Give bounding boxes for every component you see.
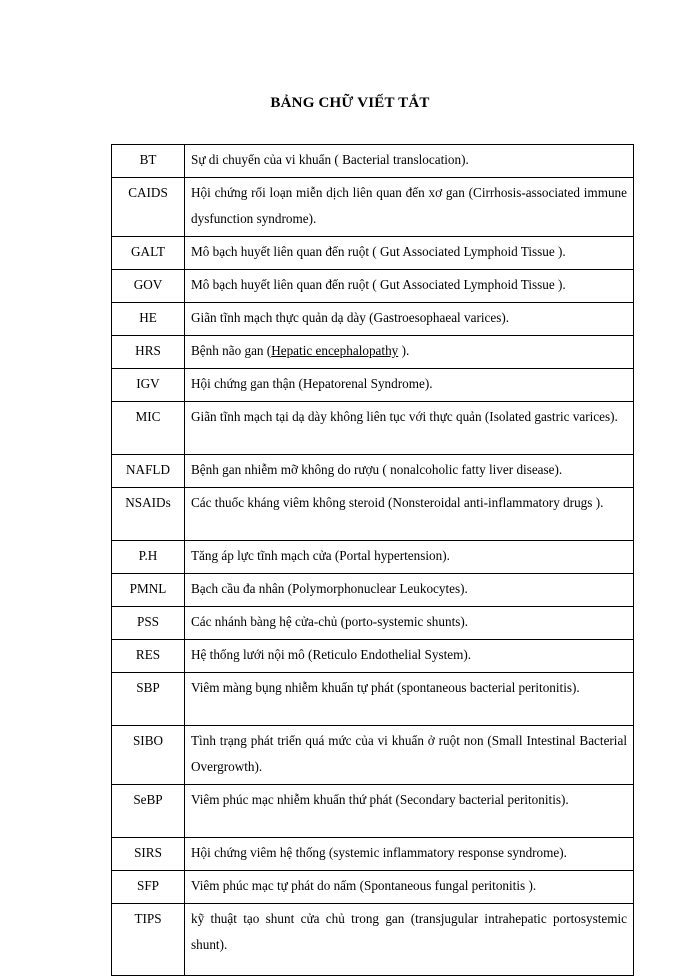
definition-cell: Bạch cầu đa nhân (Polymorphonuclear Leukocytes). [185, 574, 634, 607]
table-row [112, 455, 634, 488]
table-row [112, 871, 634, 904]
definition-text: ). [398, 343, 410, 358]
definition-cell: Các thuốc kháng viêm không steroid (Nonsteroidal anti-inflammatory drugs ). [185, 488, 634, 541]
abbreviation-cell: SFP [112, 871, 185, 904]
abbreviation-cell: HE [112, 303, 185, 336]
page-title: BẢNG CHỮ VIẾT TẮT [270, 95, 430, 111]
definition-cell: Giãn tĩnh mạch thực quản dạ dày (Gastroesophaeal varices). [185, 303, 634, 336]
abbreviation-cell: SBP [112, 673, 185, 726]
table-row [112, 673, 634, 726]
table-row [112, 270, 634, 303]
abbreviation-cell: BT [112, 145, 185, 178]
table-row [112, 303, 634, 336]
definition-cell: Giãn tĩnh mạch tại dạ dày không liên tục với thực quản (Isolated gastric varices). [185, 402, 634, 455]
table-row [112, 178, 634, 237]
abbreviation-cell: TIPS [112, 904, 185, 976]
definition-cell: Bệnh gan nhiễm mỡ không do rượu ( nonalcoholic fatty liver disease). [185, 455, 634, 488]
table-row [112, 488, 634, 541]
abbreviation-cell: PMNL [112, 574, 185, 607]
abbreviation-cell: SeBP [112, 785, 185, 838]
abbreviation-cell: GALT [112, 237, 185, 270]
table-row [112, 145, 634, 178]
hepatic-encephalopathy-link[interactable]: Hepatic encephalopathy [271, 343, 399, 358]
definition-cell: Tình trạng phát triển quá mức của vi khuẩn ở ruột non (Small Intestinal Bacterial Overgrowth). [185, 726, 634, 785]
table-row [112, 541, 634, 574]
definition-cell: Hệ thống lưới nội mô (Reticulo Endothelial System). [185, 640, 634, 673]
table-row [112, 369, 634, 402]
table-row [112, 607, 634, 640]
abbreviation-cell: P.H [112, 541, 185, 574]
table-row [112, 237, 634, 270]
table-row [112, 904, 634, 976]
abbreviation-table [111, 144, 634, 976]
abbreviation-cell: RES [112, 640, 185, 673]
table-row [112, 785, 634, 838]
definition-text: Bệnh não gan ( [191, 343, 272, 358]
abbreviation-cell: SIRS [112, 838, 185, 871]
definition-cell: Viêm phúc mạc tự phát do nấm (Spontaneous fungal peritonitis ). [185, 871, 634, 904]
abbreviation-cell: NSAIDs [112, 488, 185, 541]
definition-cell: Sự di chuyển của vi khuẩn ( Bacterial translocation). [185, 145, 634, 178]
abbreviation-cell: HRS [112, 336, 185, 369]
definition-cell: Viêm phúc mạc nhiễm khuẩn thứ phát (Secondary bacterial peritonitis). [185, 785, 634, 838]
table-row [112, 726, 634, 785]
definition-cell [185, 336, 634, 369]
definition-cell: Hội chứng viêm hệ thống (systemic inflammatory response syndrome). [185, 838, 634, 871]
definition-cell: Mô bạch huyết liên quan đến ruột ( Gut Associated Lymphoid Tissue ). [185, 270, 634, 303]
abbreviation-cell: NAFLD [112, 455, 185, 488]
abbreviation-cell: CAIDS [112, 178, 185, 237]
abbreviation-cell: MIC [112, 402, 185, 455]
definition-cell: Hội chứng gan thận (Hepatorenal Syndrome). [185, 369, 634, 402]
definition-cell: Các nhánh bàng hệ cửa-chủ (porto-systemic shunts). [185, 607, 634, 640]
abbreviation-cell: SIBO [112, 726, 185, 785]
definition-cell: Tăng áp lực tĩnh mạch cửa (Portal hypertension). [185, 541, 634, 574]
table-row [112, 336, 634, 369]
definition-cell: kỹ thuật tạo shunt cửa chủ trong gan (transjugular intrahepatic portosystemic shunt). [185, 904, 634, 976]
abbreviation-cell: PSS [112, 607, 185, 640]
abbreviation-cell: IGV [112, 369, 185, 402]
abbreviation-cell: GOV [112, 270, 185, 303]
table-row [112, 402, 634, 455]
definition-cell: Mô bạch huyết liên quan đến ruột ( Gut Associated Lymphoid Tissue ). [185, 237, 634, 270]
table-row [112, 640, 634, 673]
definition-cell: Hội chứng rối loạn miễn dịch liên quan đến xơ gan (Cirrhosis-associated immune dysfunction syndrome). [185, 178, 634, 237]
table-row [112, 838, 634, 871]
table-row [112, 574, 634, 607]
definition-cell: Viêm màng bụng nhiễm khuẩn tự phát (spontaneous bacterial peritonitis). [185, 673, 634, 726]
